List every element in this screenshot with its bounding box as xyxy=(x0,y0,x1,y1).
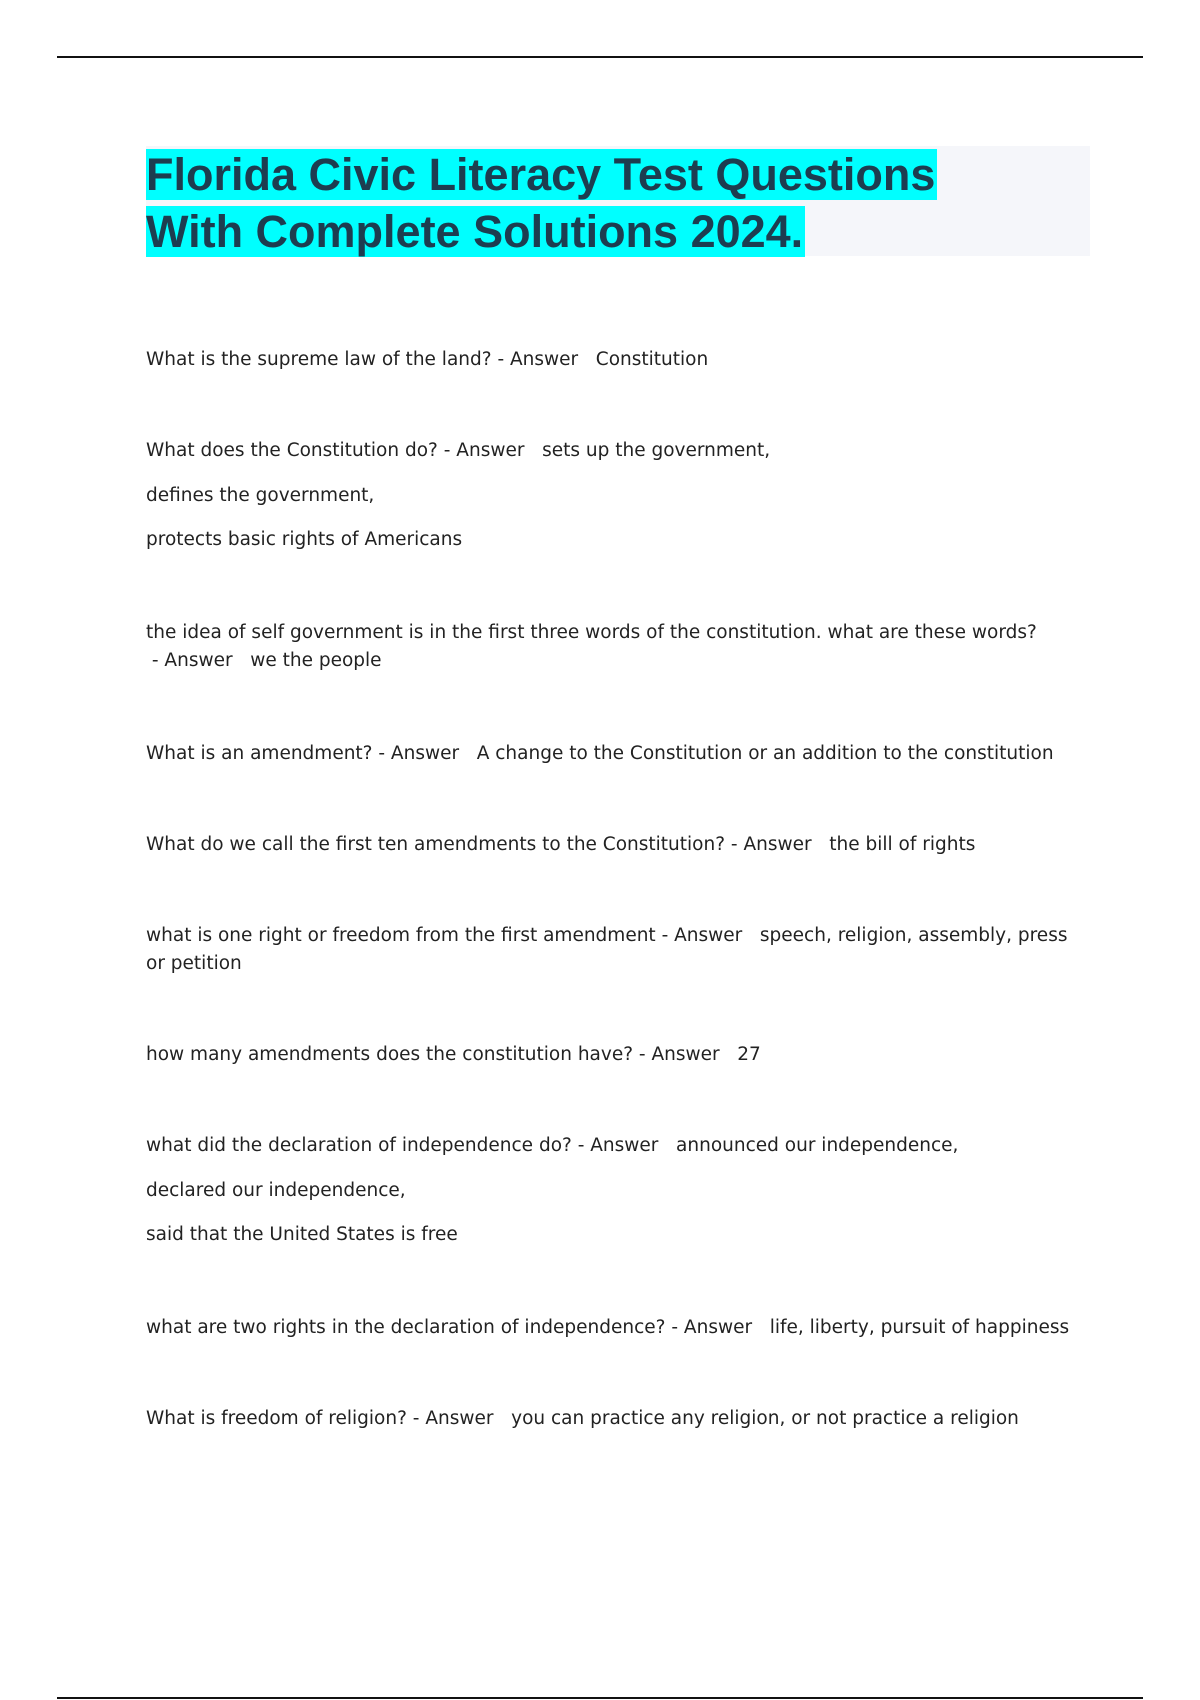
question: What is an amendment? xyxy=(146,743,373,764)
qa-item xyxy=(146,831,1076,859)
answer-separator: - Answer xyxy=(725,834,830,855)
document-title xyxy=(146,146,1090,260)
answer: A change to the Constitution or an addition to the constitution xyxy=(476,743,1054,764)
top-rule xyxy=(57,56,1143,58)
question: What do we call the first ten amendments to the Constitution? xyxy=(146,834,726,855)
answer-separator: - Answer xyxy=(571,1135,677,1156)
question: how many amendments does the constitution have? xyxy=(146,1044,634,1065)
question: what did the declaration of independence do? xyxy=(146,1135,572,1156)
answer-separator: - Answer xyxy=(665,1317,770,1338)
qa-item xyxy=(146,1041,1076,1069)
bottom-rule xyxy=(57,1697,1143,1699)
answer-separator: - Answer xyxy=(491,349,596,370)
answer-separator: - Answer xyxy=(437,440,543,461)
answer: Constitution xyxy=(595,349,709,370)
qa-item xyxy=(146,1132,1076,1249)
answer-separator: - Answer xyxy=(146,650,251,671)
qa-item xyxy=(146,346,1076,374)
question: What does the Constitution do? xyxy=(146,440,438,461)
answer-separator: - Answer xyxy=(655,925,760,946)
qa-item xyxy=(146,437,1076,554)
answer-separator: - Answer xyxy=(633,1044,738,1065)
title-block xyxy=(146,146,1090,256)
question: the idea of self government is in the first three words of the constitution. what are these words? xyxy=(146,622,1037,643)
answer: 27 xyxy=(737,1044,761,1065)
answer-separator: - Answer xyxy=(406,1408,512,1429)
title-line-1: Florida Civic Literacy Test Questions xyxy=(146,149,936,200)
qa-item xyxy=(146,619,1076,675)
answer: the bill of rights xyxy=(829,834,976,855)
answer-continuation: declared our independence, xyxy=(146,1180,406,1201)
answer: speech, religion, assembly, press or petition xyxy=(146,925,1068,974)
question: what are two rights in the declaration of independence? xyxy=(146,1317,666,1338)
qa-item xyxy=(146,740,1076,768)
answer-continuation: said that the United States is free xyxy=(146,1224,458,1245)
qa-item xyxy=(146,1314,1076,1342)
answer: life, liberty, pursuit of happiness xyxy=(769,1317,1070,1338)
answer: sets up the government, xyxy=(542,440,771,461)
qa-item xyxy=(146,922,1076,978)
answer: we the people xyxy=(250,650,382,671)
question: What is the supreme law of the land? xyxy=(146,349,492,370)
answer-continuation: protects basic rights of Americans xyxy=(146,529,463,550)
qa-item xyxy=(146,1405,1076,1433)
title-line-2: With Complete Solutions 2024. xyxy=(146,206,804,257)
answer: announced our independence, xyxy=(676,1135,959,1156)
answer-separator: - Answer xyxy=(372,743,477,764)
answer-continuation: defines the government, xyxy=(146,485,375,506)
answer: you can practice any religion, or not practice a religion xyxy=(511,1408,1019,1429)
question: What is freedom of religion? xyxy=(146,1408,407,1429)
question: what is one right or freedom from the first amendment xyxy=(146,925,656,946)
